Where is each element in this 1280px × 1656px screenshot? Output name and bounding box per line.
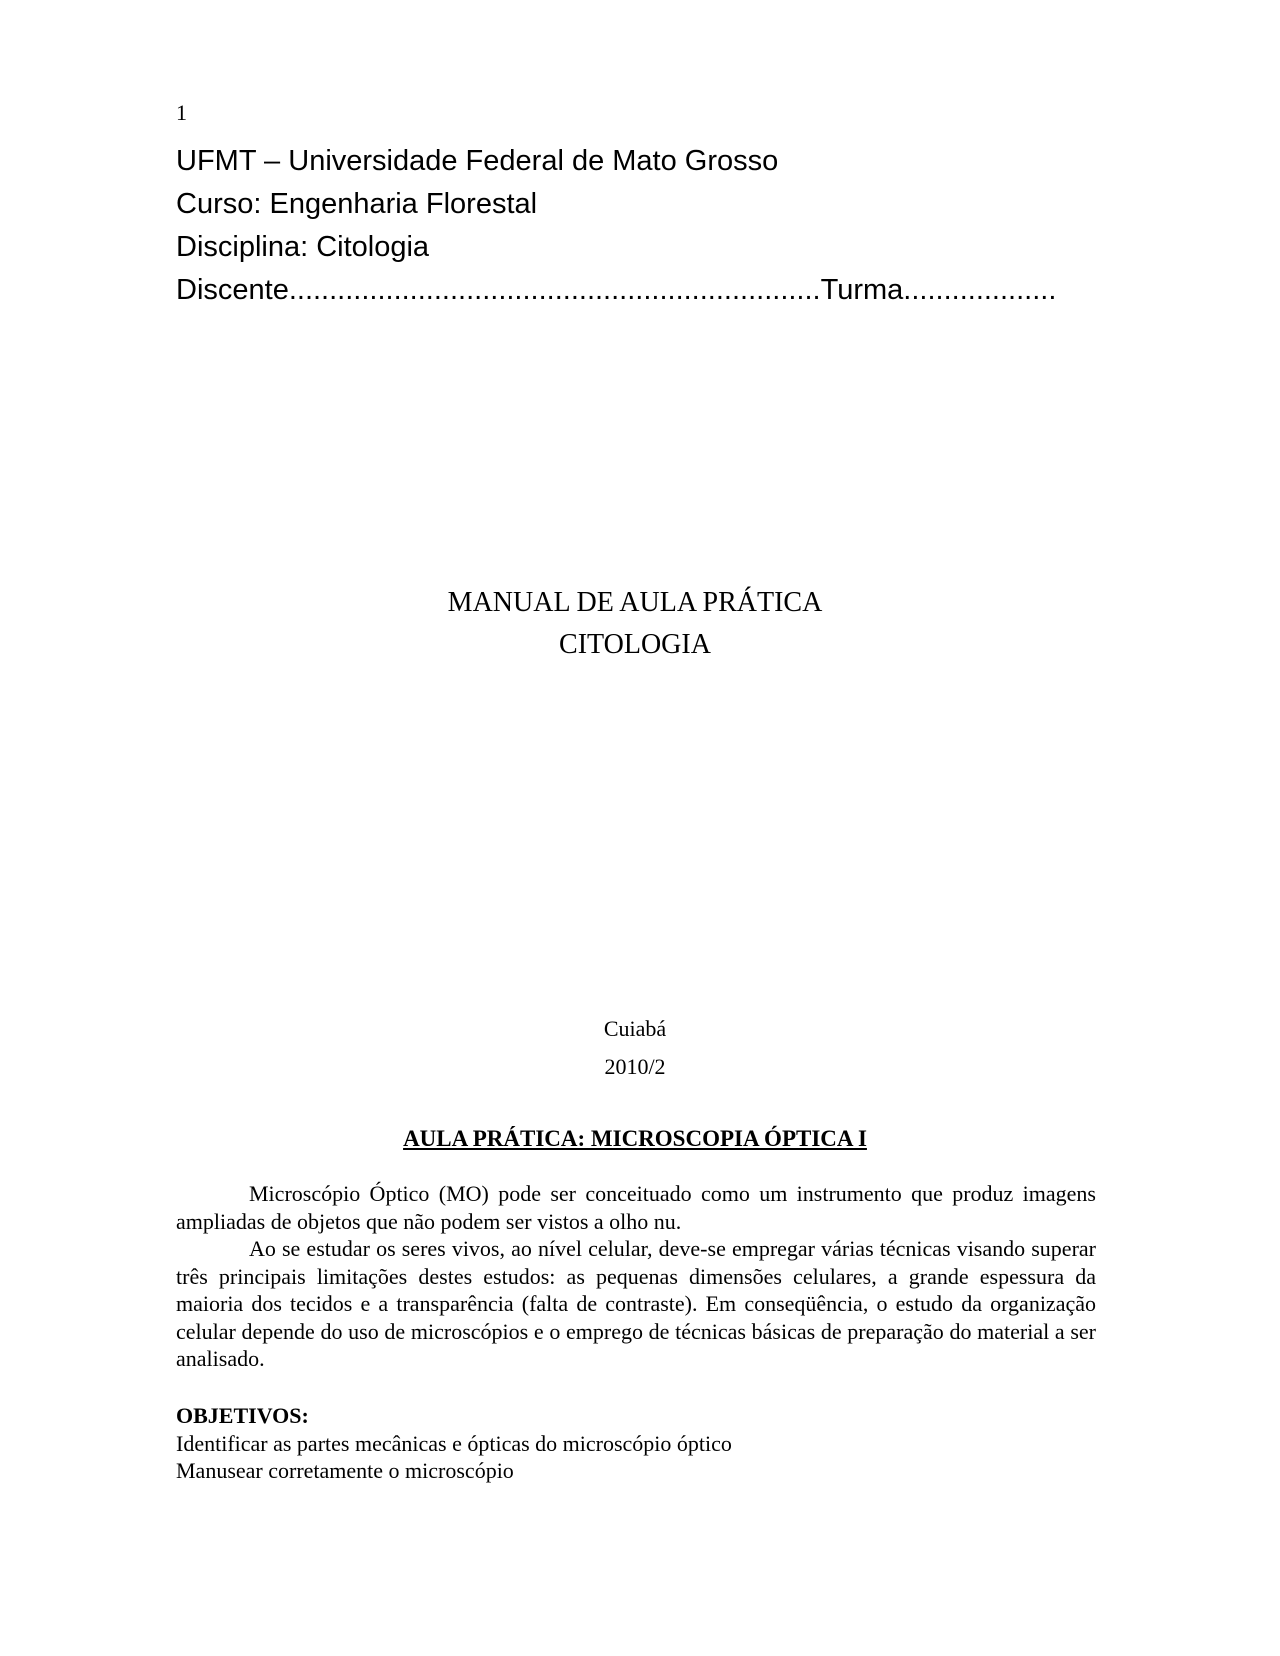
student-class-line: Discente..................................................................Turma................... (176, 274, 1057, 306)
objectives-heading: OBJETIVOS: (176, 1403, 309, 1428)
institution-line: UFMT – Universidade Federal de Mato Grosso (176, 145, 779, 177)
city: Cuiabá (603, 1016, 667, 1041)
objectives-block (176, 1402, 1096, 1485)
place-date-block (0, 1010, 1270, 1086)
section-title (0, 1126, 1270, 1152)
section-title-text: AULA PRÁTICA: MICROSCOPIA ÓPTICA I (403, 1126, 867, 1151)
section-body (176, 1180, 1096, 1373)
page-number: 1 (176, 100, 187, 125)
paragraph: Microscópio Óptico (MO) pode ser conceituado como um instrumento que produz imagens ampliadas de objetos que não podem ser vistos a olho nu. (176, 1181, 1096, 1234)
manual-title (0, 582, 1270, 666)
objectives-list (176, 1430, 1096, 1485)
manual-title-line-1: MANUAL DE AULA PRÁTICA (447, 587, 823, 618)
list-item: Manusear corretamente o microscópio (176, 1458, 514, 1483)
paragraph: Ao se estudar os seres vivos, ao nível celular, deve-se empregar várias técnicas visando superar três principais limitações destes estudos: as pequenas dimensões celulares, a grande espessura da maioria dos tecidos e a transparência (falta de contraste). Em conseqüência, o estudo da organização celular depende do uso de microscópios e o emprego de técnicas básicas de preparação do material a ser analisado. (176, 1236, 1096, 1371)
course-line: Curso: Engenharia Florestal (176, 188, 538, 220)
document-header (176, 140, 1116, 312)
manual-title-line-2: CITOLOGIA (559, 629, 711, 660)
discipline-line: Disciplina: Citologia (176, 231, 430, 263)
list-item: Identificar as partes mecânicas e ópticas do microscópio óptico (176, 1430, 732, 1456)
period: 2010/2 (604, 1054, 666, 1079)
